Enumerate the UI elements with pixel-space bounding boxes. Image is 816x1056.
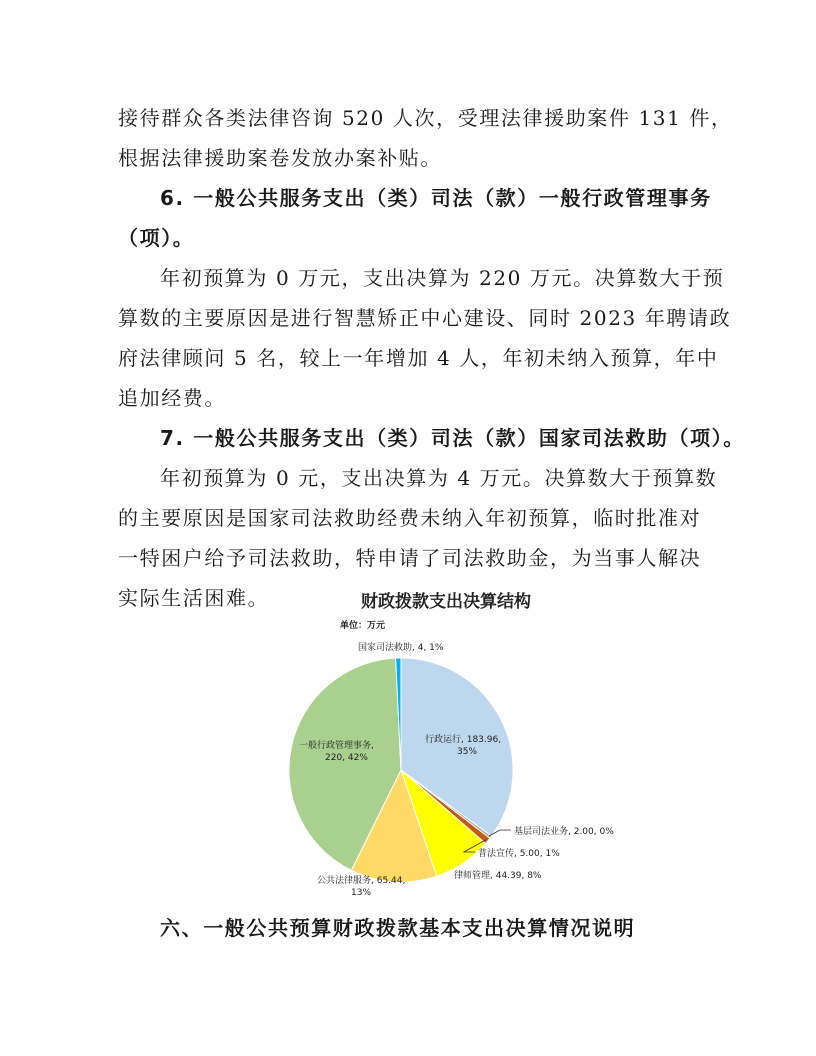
paragraph-line: 的主要原因是国家司法救助经费未纳入年初预算，临时批准对 [118, 506, 702, 530]
paragraph-line: 年初预算为 0 元，支出决算为 4 万元。决算数大于预算数 [160, 466, 718, 490]
slice-label-line2: 13% [351, 888, 372, 898]
item-heading-6-cont: （项）。 [118, 226, 195, 250]
paragraph-line: 接待群众各类法律咨询 520 人次，受理法律援助案件 131 件， [118, 106, 733, 130]
slice-label: 行政运行, 183.96, [425, 735, 502, 745]
slice-label: 一般行政管理事务, [299, 741, 374, 751]
section-heading: 六、一般公共预算财政拨款基本支出决算情况说明 [160, 916, 636, 940]
paragraph-line: 算数的主要原因是进行智慧矫正中心建设、同时 2023 年聘请政 [118, 306, 732, 330]
paragraph-line: 追加经费。 [118, 386, 226, 410]
paragraph-line: 一特困户给予司法救助，特申请了司法救助金，为当事人解决 [118, 546, 702, 570]
item-heading-7: 7. 一般公共服务支出（类）司法（款）国家司法救助（项）。 [160, 426, 745, 450]
slice-label: 基层司法业务, 2.00, 0% [514, 827, 614, 837]
paragraph-line: 年初预算为 0 万元，支出决算为 220 万元。决算数大于预 [160, 266, 725, 290]
paragraph-line: 府法律顾问 5 名，较上一年增加 4 人，年初未纳入预算，年中 [118, 346, 719, 370]
paragraph-line: 根据法律援助案卷发放办案补贴。 [118, 146, 442, 170]
slice-label: 普法宣传, 5.00, 1% [478, 849, 560, 859]
slice-label-line2: 220, 42% [325, 753, 368, 763]
slice-label: 律师管理, 44.39, 8% [454, 871, 542, 881]
slice-label-line2: 35% [457, 747, 478, 757]
paragraph-line: 实际生活困难。 [118, 586, 270, 610]
chart-title: 财政拨款支出决算结构 [361, 592, 531, 612]
item-heading-6: 6. 一般公共服务支出（类）司法（款）一般行政管理事务 [160, 186, 712, 210]
slice-label: 公共法律服务, 65.44, [317, 876, 406, 886]
expenditure-pie-chart [240, 580, 660, 910]
chart-unit-label: 单位：万元 [340, 621, 386, 631]
slice-label: 国家司法救助, 4, 1% [358, 643, 444, 653]
